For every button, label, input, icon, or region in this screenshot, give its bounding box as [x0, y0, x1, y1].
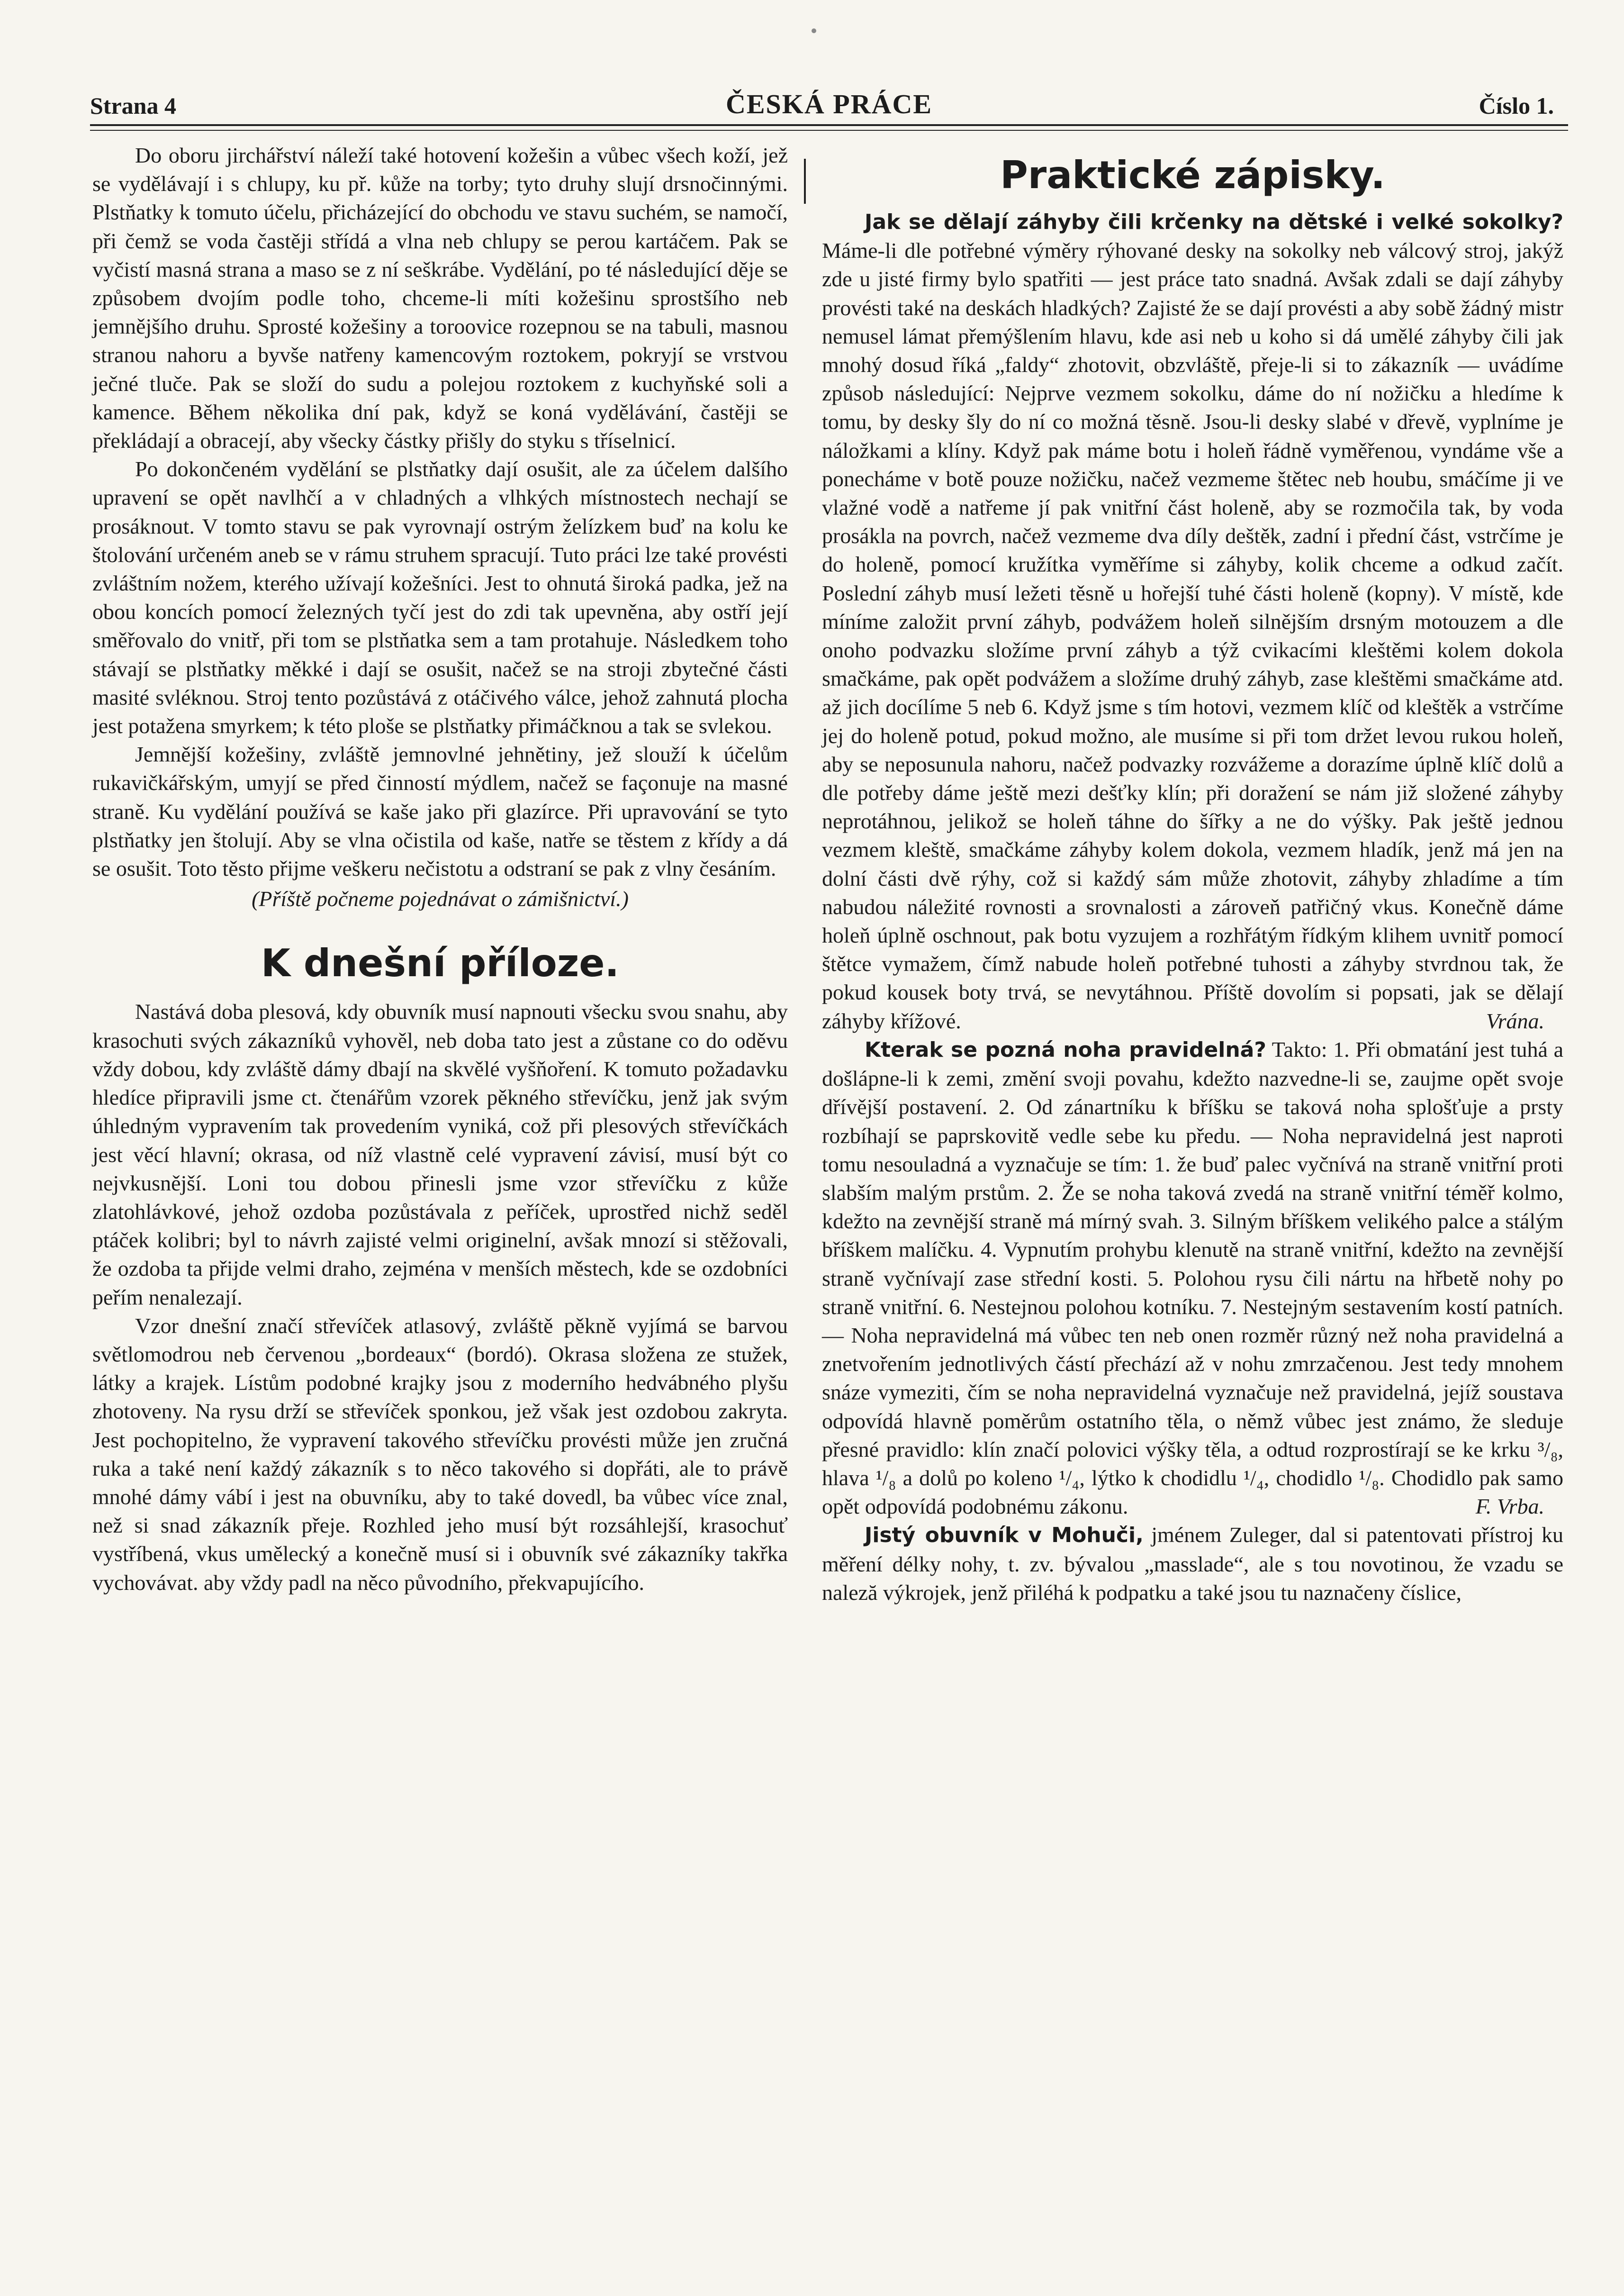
journal-title: ČESKÁ PRÁCE	[725, 89, 933, 119]
article-paragraph: Nastává doba plesová, kdy obuvník musí napnouti všecku svou snahu, aby krasochuti svých zákazníků vyhověl, neb doba tato jest a zůstane co do oděvu vždy dobou, kdy zvláště dámy dbají na skvělé vyšňoření. K tomuto požadavku hledíce připravili jsme ct. čtenářům vzorek pěkného střevíčku, jenž jak svým úhledným vypravením tak provedením vyniká, což při plesových střevíčkách jest věcí hlavní; okrasa, od níž vlastně celé vypravení závisí, musí být co nejvkusnější. Loni tou dobou přinesli jsme vzor střevíčku z kůže zlatohlávkové, jehož ozdoba pozůstávala z peříček, uprostřed nichž seděl ptáček kolibri; byl to návrh zajisté velmi originelní, avšak mnozí si stěžovali, že ozdoba ta přijde velmi draho, zejména v menších městech, kde se ozdobníci peřím nenalezají.	[92, 999, 788, 1309]
note-item-heading: Kterak se pozná noha pravidelná?	[865, 1037, 1266, 1062]
article-paragraph: Jemnější kožešiny, zvláště jemnovlné jehnětiny, jež slouží k účelům rukavičkářským, umyjí se před činností mýdlem, načež se façonuje na masné straně. Ku vydělání používá se kaše jako při glazírce. Při upravování se tyto plstňatky jen štolují. Aby se vlna očistila od kaše, natře se těstem z křídy a dá se osušit. Toto těsto přijme veškeru nečistotu a odstraní se pak z vlny česáním.	[92, 742, 788, 881]
note-item-heading: Jak se dělají záhyby čili krčenky na dětské i velké sokolky?	[865, 210, 1563, 234]
continuation-note: (Příště počneme pojednávat o zámišnictví.)	[252, 887, 629, 911]
note-item	[822, 1035, 1563, 1521]
header-rule-top	[90, 124, 1568, 126]
left-column	[92, 141, 788, 1597]
note-item-body: Máme-li dle potřebné výměry rýhované desky na sokolky neb válcový stroj, jakýž zde u jisté firmy bylo spatřiti — jest práce tato snadná. Avšak zdali se dají záhyby provésti také na deskách hladkých? Zajisté že se dají provésti a aby sobě žádný mistr nemusel lámat přemýšlením hlavu, kde asi neb u koho si dá umělé záhyby čili jak mnohý dosud říká „faldy“ zhotovit, obzvláště, přeje-li si to zákazník — uvádíme způsob následující: Nejprve vezmem sokolku, dáme do ní nožičku a hledíme k tomu, by desky šly do ní co možná těsně. Jsou-li desky slabé v dřevě, vyplníme je náložkami a klíny. Když pak máme botu i holeň řádně vyměřenou, vyndáme vše a ponecháme v botě pouze nožičku, načež vezmeme štětec neb houbu, smáčíme ji ve vlažné vodě a natřeme jí pak vnitřní část holeně, aby se rozmočila tak, by voda prosákla na povrch, načež vezmeme dva díly deštěk, zadní i přední část, vstrčíme je do holeně, pomocí kružítka vyměříme si záhyby, kolik chceme a odkud začít. Poslední záhyb musí ležeti těsně u hořejší tuhé části holeně (kopny). V místě, kde míníme založit první záhyb, podvážem holeň silnějším drsným motouzem a dle onoho podvazku složíme první záhyb a týž cvikacími kleštěmi kolem dokola smačkáme, pak opět podvážem a složíme druhý záhyb, zase kleštěmi smačkáme atd. až jich docílíme 5 neb 6. Když jsme s tím hotovi, vezmem klíč od kleštěk a vstrčíme jej do holeně potud, pokud možno, ale musíme si při tom držet levou rukou holeň, aby se neposunula nahoru, načež podvazky rozvážeme a dorazíme úplně klíč dolů a dle potřeby dáme ještě mezi dešťky klín; při doražení se nám již složené záhyby neprotáhnou, jelikož se holeň táhne do šířky a ne do výšky. Pak ještě jednou vezmem kleště, smačkáme záhyby kolem dokola, vezmem hladík, jenž má jen na dolní části dvě rýhy, což si každý sám může zhotovit, záhyby zhladíme a tím nabudou náležité rovnosti a srovnalosti a zároveň patřičný vkus. Konečně dáme holeň úplně oschnout, pak botu vyzujem a rozhřátým řídkým klihem uvnitř pomocí štětce vymažem, čímž nabude holeň potřebné tuhosti a záhyby stvrdnou tak, že pokud kousek boty trvá, se nevytáhnou. Příště dovolím si popsati, jak se dělají záhyby křížové.	[822, 238, 1563, 1033]
note-item-heading: Jistý obuvník v Mohuči,	[865, 1523, 1144, 1548]
section-heading-priloze: K dnešní příloze.	[261, 941, 619, 986]
right-column	[822, 141, 1563, 1607]
author-signature: F. Vrba.	[1475, 1494, 1544, 1519]
header-rule-bottom	[90, 130, 1568, 131]
issue-number: Číslo 1.	[1479, 92, 1554, 119]
note-item-body: jménem Zuleger, dal si patentovati přístroj ku měření délky nohy, t. zv. bývalou „masslade“, ale s tou novotinou, že vzadu se naleză výkrojek, jenž přiléhá k podpatku a také jsou tu naznačeny číslice,	[822, 1523, 1564, 1605]
article-paragraph: Do oboru jirchářství náleží také hotovení kožešin a vůbec všech koží, jež se vydělávají i s chlupy, ku př. kůže na torby; tyto druhy slují drsnočinnými. Plstňatky k tomuto účelu, přicházející do obchodu ve stavu suchém, se namočí, při čemž se voda častěji střídá a vlna neb chlupy se perou kartáčem. Pak se vyčistí masná strana a maso se z ní seškrábe. Vydělání, po té následující děje se způsobem dvojím podle toho, chceme-li míti kožešinu sprostšího neb jemnějšího druhu. Sprosté kožešiny a toroovice rozepnou se na tabuli, masnou stranou nahoru a byvše natřeny kamencovým roztokem, pokryjí se vrstvou ječné tluče. Pak se složí do sudu a polejou roztokem z kuchyňské soli a kamence. Během několika dní pak, když se koná vydělávání, častěji se překládají a obracejí, aby všecky částky přišly do styku s tříselnicí.	[92, 143, 788, 453]
scan-speck	[812, 28, 816, 33]
article-paragraph: Po dokončeném vydělání se plstňatky dají osušit, ale za účelem dalšího upravení se opět navlhčí a v chladných a vlhkých místnostech nechají se prosáknout. V tomto stavu se pak vyrovnají ostrým želízkem buď na kolu ke štolování určeném aneb se v rámu struhem spracují. Tuto práci lze také provésti zvláštním nožem, kterého užívají kožešníci. Jest to ohnutá široká padka, jež na obou koncích pomocí železných tyčí jest do zdi tak upevněna, aby ostří její směřovalo do vnitř, při tom se plstňatka sem a tam protahuje. Následkem toho stávají se plstňatky měkké i dají se osušit, načež se na stroji zbytečné části masité svléknou. Stroj tento pozůstává z otáčivého válce, jehož zahnutá plocha jest potažena smyrkem; k této ploše se plstňatky přimáčknou a tak se svlekou.	[92, 457, 788, 738]
note-item-body: Takto: 1. Při obmatání jest tuhá a došlápne-li k zemi, změní svoji povahu, kdežto nazvedne-li se, zaujme opět svoje dřívější postavení. 2. Od zánartníku k bříšku se taková noha splošťuje a prsty rozbíhají se paprskovitě vedle sebe ku předu. — Noha nepravidelná jest naproti tomu nesouladná a vyznačuje se tím: 1. že buď palec vyčnívá na straně vnitřní proti slabším malým prstům. 2. Že se noha taková zvedá na straně vnitřní téměř kolmo, kdežto na zevnější straně má mírný svah. 3. Silným bříškem velikého palce a stálým bříškem malíčku. 4. Vypnutím prohybu klenutě na straně vnitřní, kdežto na zevnější straně vyčnívají zase střední kosti. 5. Polohou rysu čili nártu na hřbetě nohy po straně vnitřní. 6. Nestejnou polohou kotníku. 7. Nestejným sestavením kostí patních. — Noha nepravidelná má vůbec ten neb onen rozměr různý než noha pravidelná a znetvořením jednotlivých částí přechází až v nohu zmrzačenou. Jest tedy mnohem snáze vymeziti, čím se noha nepravidelná vyznačuje než pravidelná, jejíž soustava odpovídá hlavně poměrům ostatního těla, o němž vůbec jest známo, že sleduje přesné pravidlo: klín značí polovici výšky těla, a odtud rozprostírají se ke krku ³/₈, hlava ¹/₈ a dolů po koleno ¹/₄, lýtko k chodidlu ¹/₄, chodidlo ¹/₈. Chodidlo pak samo opět odpovídá podobnému zákonu.	[822, 1037, 1563, 1519]
page-number: Strana 4	[90, 92, 176, 119]
article-paragraph: Vzor dnešní značí střevíček atlasový, zvláště pěkně vyjímá se barvou světlomodrou neb červenou „bordeaux“ (bordó). Okrasa složena ze stužek, látky a krajek. Lístům podobné krajky jsou z moderního hedvábného plyšu zhotoveny. Na rysu drží se střevíček sponkou, jež však jest ozdobou zakryta. Jest pochopitelno, že vypravení takového střevíčku provésti může jen zručná ruka a také není každý zákazník s to něco takového si dopřáti, ale to právě mnohé dámy vábí i jest na obuvníku, aby to také dovedl, ba vůbec více znal, než si snad zákazník přeje. Rozhled jeho musí být rozsáhlejší, krasochuť vystříbená, vkus umělecký a konečně musí si i obuvník své zákazníky takřka vychovávat. aby vždy padl na něco původního, překvapujícího.	[92, 1313, 788, 1595]
section-heading-zapisky: Praktické zápisky.	[1000, 153, 1385, 197]
note-item	[822, 208, 1563, 1035]
page-header	[90, 88, 1568, 121]
column-divider	[804, 159, 806, 204]
note-item	[822, 1521, 1563, 1607]
author-signature: Vrána.	[1486, 1008, 1544, 1033]
